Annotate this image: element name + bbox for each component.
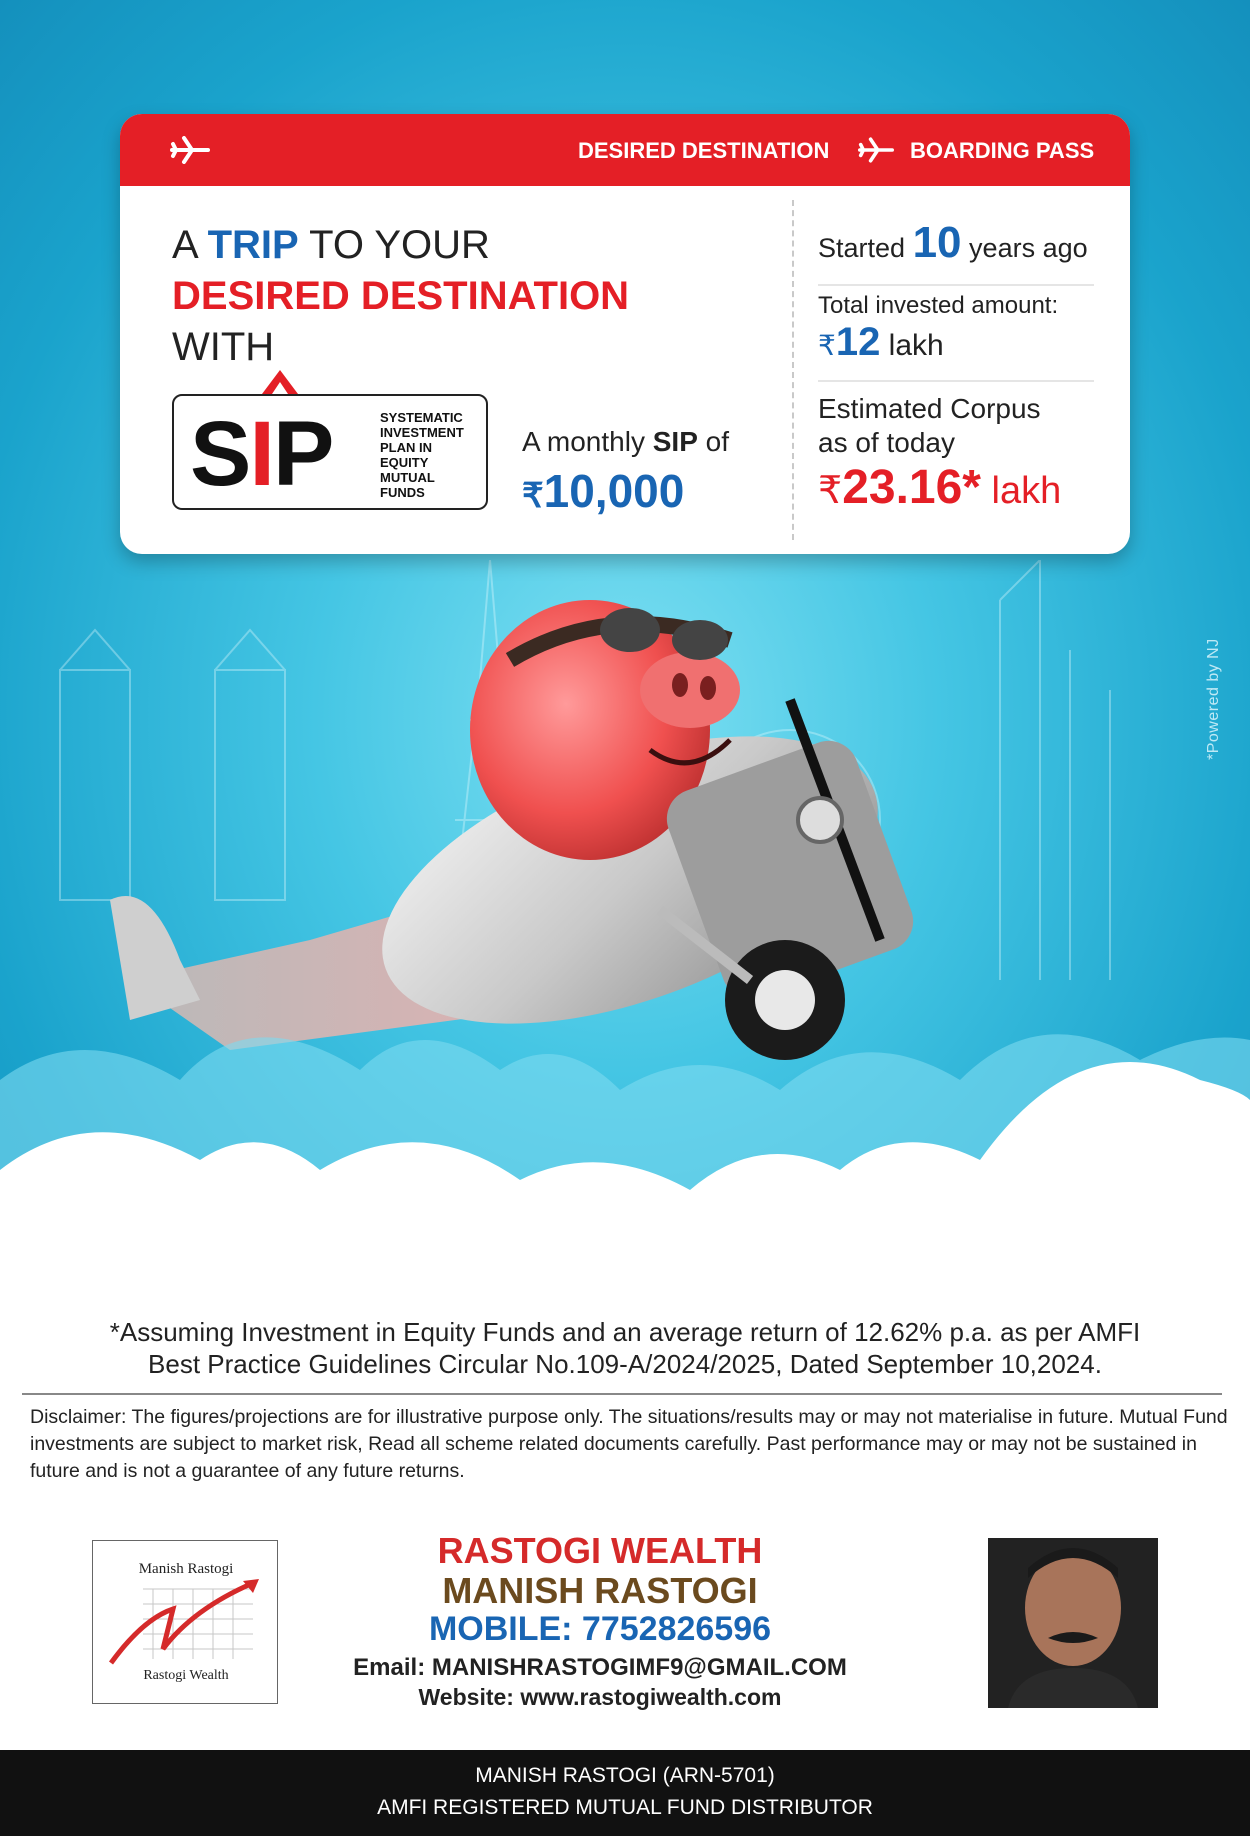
started-suffix: years ago <box>969 233 1088 263</box>
corpus-value: 23.16* <box>842 461 981 514</box>
up-arrow-icon <box>258 368 302 412</box>
airplane-icon <box>170 136 210 164</box>
cloud-border-illustration <box>0 940 1250 1300</box>
assumption-note <box>40 1316 1210 1380</box>
headline-destination: DESIRED DESTINATION <box>172 274 630 318</box>
header-boarding-label: BOARDING PASS <box>910 138 1095 163</box>
headline <box>172 220 629 373</box>
estimated-corpus-value <box>818 460 1094 515</box>
rupee-symbol: ₹ <box>522 477 544 515</box>
divider-line <box>22 1393 1222 1395</box>
powered-by-text: *Powered by NJ <box>1205 638 1222 760</box>
corpus-line1: Estimated Corpus <box>818 393 1041 424</box>
profile-photo <box>988 1538 1158 1708</box>
sip-expansion <box>380 410 464 500</box>
total-invested-value <box>818 320 1094 365</box>
person-portrait-image <box>988 1538 1158 1708</box>
airplane-icon <box>858 136 894 164</box>
total-value: 12 <box>835 320 881 364</box>
rastogi-wealth-logo <box>92 1540 278 1704</box>
boarding-pass-card <box>120 114 1130 554</box>
sip-letter-p: P <box>272 403 333 505</box>
boarding-pass-header <box>120 114 1130 186</box>
monthly-of: of <box>705 426 730 457</box>
total-invested-label: Total invested amount: <box>818 292 1059 319</box>
footer-bar <box>0 1750 1250 1836</box>
firm-name: RASTOGI WEALTH <box>437 1530 763 1571</box>
rupee-symbol: ₹ <box>818 330 836 361</box>
sip-letter-s: S <box>190 403 250 505</box>
sip-line: MUTUAL <box>380 470 435 485</box>
header-destination-label: DESIRED DESTINATION <box>578 138 830 163</box>
footer-arn: MANISH RASTOGI (ARN-5701) <box>475 1764 775 1787</box>
person-name: MANISH RASTOGI <box>442 1570 758 1611</box>
started-years-value: 10 <box>912 218 962 267</box>
headline-a: A <box>172 223 197 267</box>
assumption-line1: *Assuming Investment in Equity Funds and an average return of 12.62% p.a. as per AMFI <box>109 1317 1141 1347</box>
row-separator <box>818 380 1094 382</box>
monthly-amount-value: 10,000 <box>543 465 685 517</box>
headline-to-your: TO YOUR <box>309 223 490 267</box>
monthly-sip-label <box>522 426 729 458</box>
sip-line: SYSTEMATIC <box>380 410 463 425</box>
footer-registration: AMFI REGISTERED MUTUAL FUND DISTRIBUTOR <box>377 1796 873 1819</box>
sip-line: INVESTMENT <box>380 425 464 440</box>
started-years <box>818 218 1094 268</box>
assumption-line2: Best Practice Guidelines Circular No.109-A/2024/2025, Dated September 10,2024. <box>148 1349 1102 1379</box>
sip-logo <box>172 394 488 510</box>
logo-bottom-text: Rastogi Wealth <box>143 1668 229 1683</box>
sip-line: PLAN IN <box>380 440 432 455</box>
headline-trip: TRIP <box>207 223 299 267</box>
disclaimer-text: Disclaimer: The figures/projections are for illustrative purpose only. The situations/results may or may not materialise in future. Mutual Fund investments are subject to market risk, Read all scheme related documents carefully. Past performance may or may not be sustained in future and is not a guarantee of any future returns. <box>30 1406 1228 1482</box>
started-prefix: Started <box>818 233 906 263</box>
sip-letter-i: I <box>249 403 273 505</box>
logo-top-text: Manish Rastogi <box>138 1561 234 1577</box>
corpus-unit: lakh <box>991 470 1062 512</box>
website-link[interactable]: Website: www.rastogiwealth.com <box>418 1684 782 1710</box>
corpus-line2: as of today <box>818 427 955 458</box>
rupee-symbol: ₹ <box>818 470 843 512</box>
sip-line: FUNDS <box>380 485 425 500</box>
mobile-number[interactable]: MOBILE: 7752826596 <box>428 1610 772 1648</box>
headline-with: WITH <box>172 325 275 369</box>
estimated-corpus-label <box>818 392 1094 460</box>
email-address[interactable]: Email: MANISHRASTOGIMF9@GMAIL.COM <box>353 1654 847 1681</box>
total-unit: lakh <box>888 329 944 362</box>
dashed-divider <box>792 200 794 540</box>
sip-letters <box>190 403 333 505</box>
monthly-sip-amount <box>522 464 684 518</box>
growth-chart-logo-icon <box>103 1579 269 1669</box>
sip-line: EQUITY <box>380 455 429 470</box>
row-separator <box>818 284 1094 286</box>
monthly-prefix: A monthly <box>522 426 645 457</box>
monthly-sip: SIP <box>652 426 698 457</box>
